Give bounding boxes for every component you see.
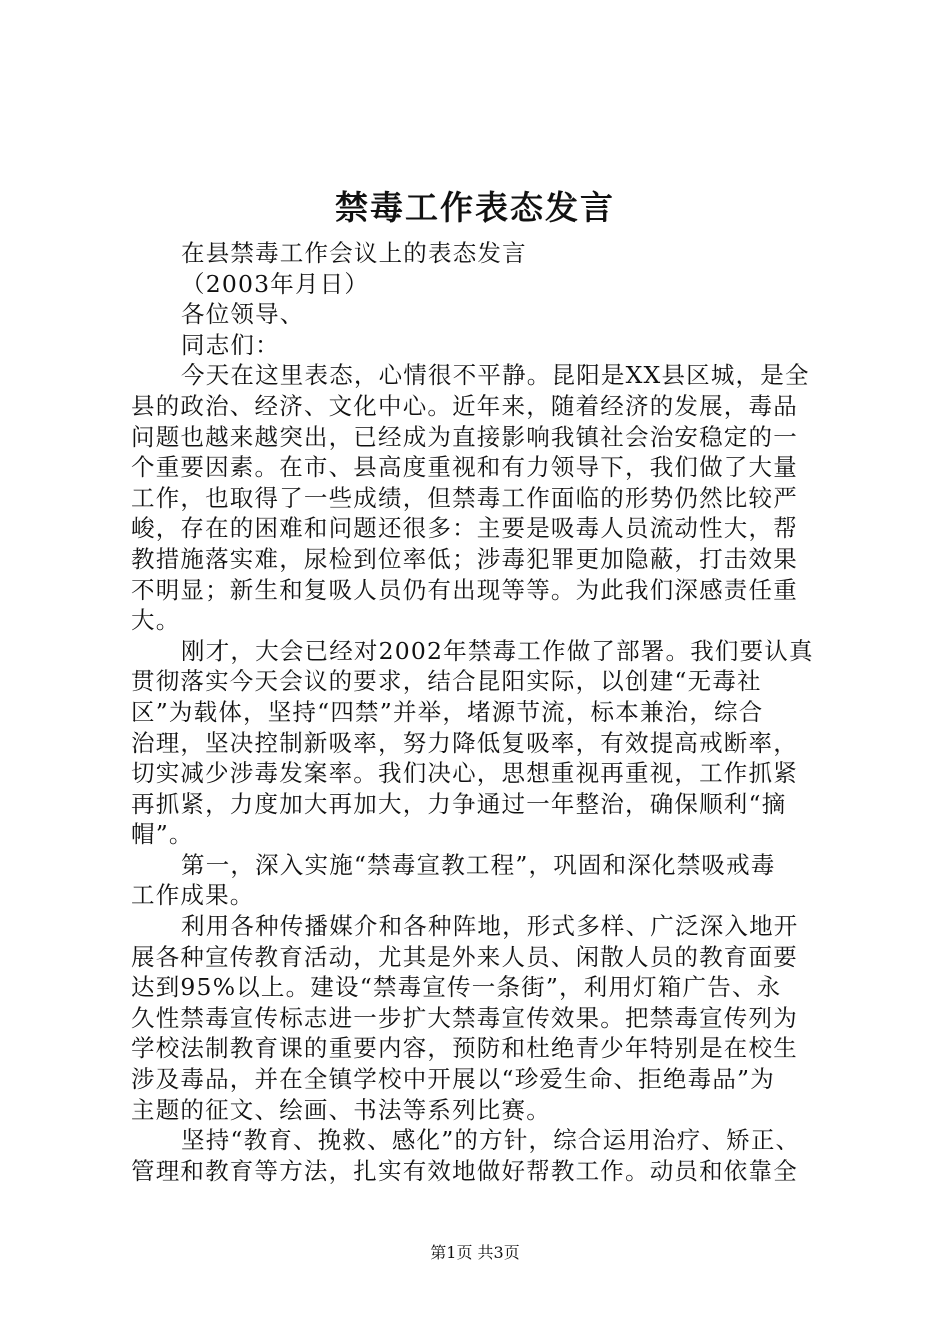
text-line: 问题也越来越突出，已经成为直接影响我镇社会治安稳定的一 (131, 422, 798, 451)
text-line: 主题的征文、绘画、书法等系列比赛。 (131, 1095, 551, 1124)
text-line: 今天在这里表态，心情很不平静。昆阳是XX县区城，是全 (181, 361, 810, 390)
text-line: 刚才，大会已经对2002年禁毒工作做了部署。我们要认真 (181, 636, 814, 665)
text-line: 管理和教育等方法，扎实有效地做好帮教工作。动员和依靠全 (131, 1156, 798, 1185)
text-line: 再抓紧，力度加大再加大，力争通过一年整治，确保顺利“摘 (131, 789, 787, 818)
page-footer: 第1页 共3页 (430, 1243, 520, 1262)
text-line: 工作成果。 (131, 881, 255, 910)
text-line: 在县禁毒工作会议上的表态发言 (181, 239, 527, 267)
text-line: 同志们： (181, 330, 280, 359)
text-line: 区”为载体，坚持“四禁”并举，堵源节流，标本兼治，综合 (131, 697, 764, 726)
text-line: 教措施落实难，尿检到位率低；涉毒犯罪更加隐蔽，打击效果 (131, 544, 798, 573)
document-title: 禁毒工作表态发言 (335, 188, 615, 227)
text-line: 展各种宣传教育活动，尤其是外来人员、闲散人员的教育面要 (131, 942, 798, 971)
text-line: 利用各种传播媒介和各种阵地，形式多样、广泛深入地开 (181, 912, 799, 941)
text-line: 治理，坚决控制新吸率，努力降低复吸率，有效提高戒断率， (131, 728, 798, 757)
text-line: 学校法制教育课的重要内容，预防和杜绝青少年特别是在校生 (131, 1034, 798, 1063)
text-line: 第一，深入实施“禁毒宣教工程”，巩固和深化禁吸戒毒 (181, 850, 776, 879)
text-line: 贯彻落实今天会议的要求，结合昆阳实际，以创建“无毒社 (131, 667, 762, 696)
text-line: 帽”。 (131, 820, 194, 849)
text-line: 涉及毒品，并在全镇学校中开展以“珍爱生命、拒绝毒品”为 (131, 1065, 775, 1094)
document-body (131, 238, 831, 1186)
text-line: 不明显；新生和复吸人员仍有出现等等。为此我们深感责任重 (131, 575, 798, 604)
text-line: 切实减少涉毒发案率。我们决心，思想重视再重视，工作抓紧 (131, 759, 798, 788)
text-line: 工作，也取得了一些成绩，但禁毒工作面临的形势仍然比较严 (131, 483, 798, 512)
text-line: （2003年月日） (181, 269, 370, 298)
text-line: 达到95%以上。建设“禁毒宣传一条街”，利用灯箱广告、永 (131, 973, 782, 1002)
text-line: 个重要因素。在市、县高度重视和有力领导下，我们做了大量 (131, 453, 798, 482)
text-line: 久性禁毒宣传标志进一步扩大禁毒宣传效果。把禁毒宣传列为 (131, 1003, 798, 1032)
text-line: 坚持“教育、挽救、感化”的方针，综合运用治疗、矫正、 (181, 1126, 801, 1155)
text-line: 各位领导、 (181, 300, 305, 329)
text-line: 县的政治、经济、文化中心。近年来，随着经济的发展，毒品 (131, 391, 798, 420)
text-line: 峻，存在的困难和问题还很多：主要是吸毒人员流动性大，帮 (131, 514, 798, 543)
text-line: 大。 (131, 606, 181, 635)
